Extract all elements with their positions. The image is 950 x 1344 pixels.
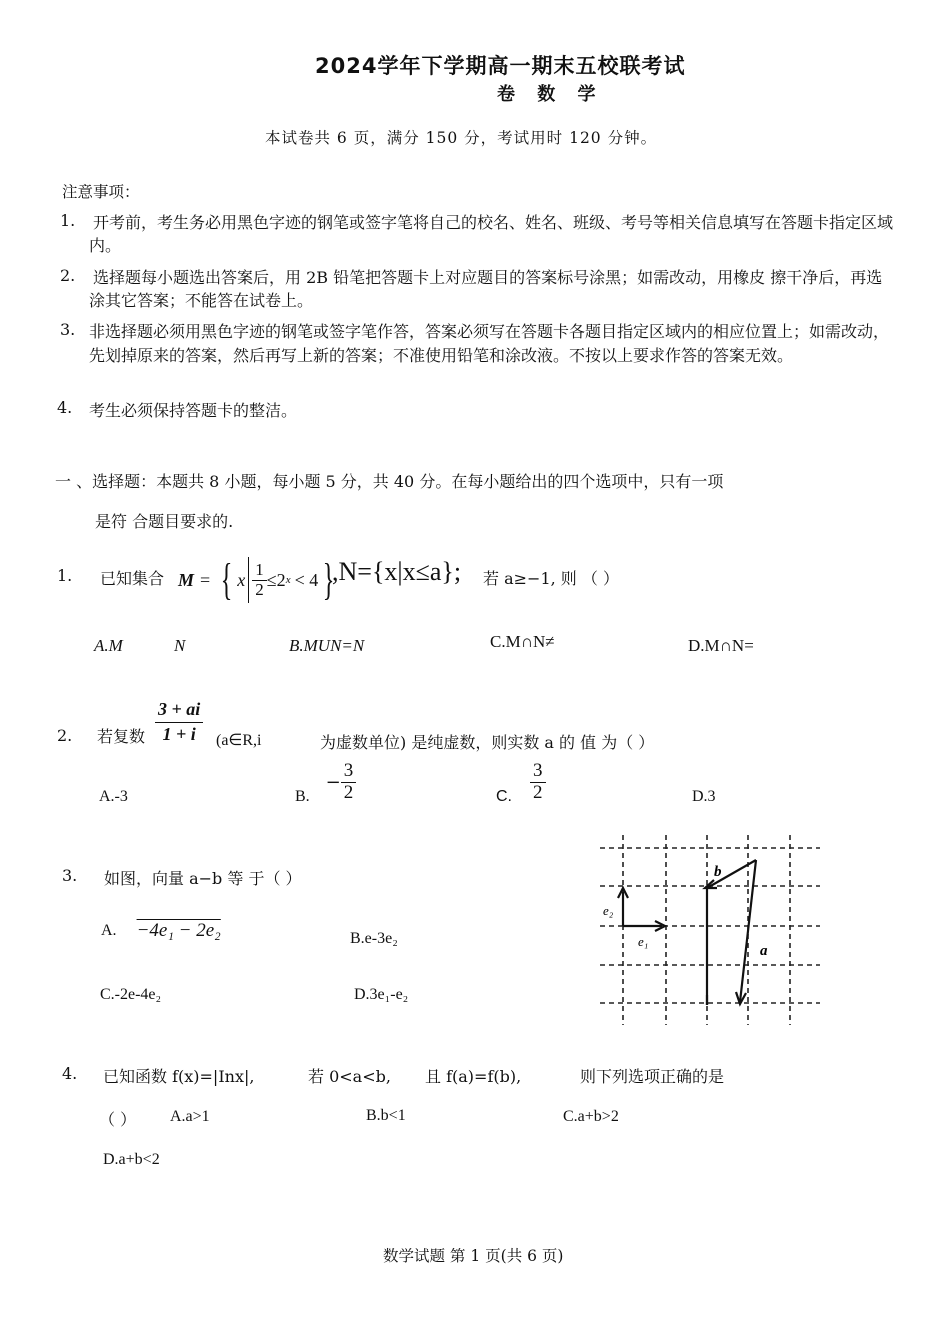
complex-fraction — [155, 698, 203, 747]
question-stem: 如图，向量 a−b 等 于（ ） — [104, 869, 302, 888]
question-condition: (a∈R,i — [216, 732, 262, 749]
note-text: 选择题每小题选出答案后，用 2B 铅笔把答题卡上对应题目的答案标号涂黑；如需改动，用橡皮 擦干净后，再选涂其它答案；不能答在试卷上。 — [89, 268, 883, 310]
note-num: 3. — [60, 320, 76, 339]
label-b: b — [714, 864, 722, 880]
vector-grid-figure — [590, 830, 830, 1030]
exam-title: 2024学年下学期高一期末五校联考试 — [315, 54, 686, 78]
question-stem: 若复数 — [97, 727, 146, 746]
inequality-2: < 4 — [294, 569, 319, 590]
fraction-numerator: 3 — [530, 761, 546, 783]
right-brace: } — [322, 555, 335, 604]
option-d[interactable]: D.M∩N= — [688, 636, 754, 655]
option-b[interactable] — [295, 758, 356, 806]
option-d[interactable]: D.3e₁-e₂ — [354, 986, 409, 1003]
option-a-part: N — [174, 636, 186, 655]
question-condition-2: 且 f(a)=f(b), — [425, 1067, 522, 1086]
option-d[interactable]: D.a+b<2 — [103, 1151, 160, 1168]
option-a[interactable]: A.a>1 — [170, 1108, 210, 1125]
fraction-numerator: 3 — [341, 761, 357, 783]
grid-lines — [600, 835, 820, 1025]
option-d[interactable]: D.3 — [692, 788, 716, 805]
option-fraction — [341, 761, 357, 804]
question-stem: 已知集合 — [100, 569, 165, 588]
set-N-expression: ,N={x|x≤a}; — [332, 557, 462, 586]
option-b[interactable]: B.e-3e₂ — [350, 930, 398, 947]
note-num: 2. — [60, 266, 76, 285]
left-brace: { — [220, 555, 233, 604]
fraction-denominator: 2 — [533, 781, 543, 803]
question-stem: 已知函数 f(x)=|Inx|, — [103, 1067, 255, 1086]
question-condition: 若 0<a<b, — [308, 1067, 391, 1086]
option-a[interactable]: A.-3 — [99, 788, 128, 805]
vector-expression: −4e₁ − 2e₂ — [136, 920, 221, 941]
question-number: 3. — [62, 866, 78, 885]
exam-info: 本试卷共 6 页，满分 150 分，考试用时 120 分钟。 — [265, 129, 658, 147]
equals-sign: = — [200, 569, 211, 590]
fraction-denominator: 1 + i — [162, 723, 196, 744]
fraction-numerator: 1 — [252, 561, 267, 581]
minus-sign: − — [325, 771, 341, 793]
half-fraction — [252, 561, 267, 599]
note-text: 开考前，考生务必用黑色字迹的钢笔或签字笔将自己的校名、姓名、班级、考号等相关信息填写在答题卡指定区域内。 — [89, 213, 894, 255]
option-label: C. — [496, 788, 512, 805]
note-num: 1. — [60, 211, 76, 230]
note-num: 4. — [57, 398, 73, 417]
option-b[interactable]: B.MUN=N — [289, 636, 365, 655]
section-heading-cont: 是符 合题目要求的. — [95, 512, 234, 531]
option-b[interactable]: B.b<1 — [366, 1107, 406, 1124]
question-number: 4. — [62, 1064, 78, 1083]
fraction-numerator: 3 + ai — [155, 698, 203, 723]
vectors — [618, 860, 756, 1005]
set-M-symbol: M — [178, 569, 195, 590]
option-c[interactable] — [496, 758, 546, 806]
notes-heading: 注意事项： — [62, 183, 140, 201]
option-fraction — [530, 761, 546, 804]
option-c[interactable]: C.M∩N≠ — [490, 632, 555, 651]
answer-paren: （ ） — [99, 1110, 137, 1129]
option-a[interactable] — [101, 920, 221, 942]
exponent: x — [285, 574, 291, 586]
fraction-denominator: 2 — [255, 579, 264, 599]
label-a: a — [760, 943, 768, 959]
label-e2: e₂ — [603, 903, 614, 918]
inequality: ≤2 — [266, 569, 286, 590]
label-e1: e₁ — [638, 934, 649, 949]
set-variable: x — [237, 569, 246, 590]
fraction-denominator: 2 — [343, 781, 354, 803]
option-a[interactable]: A.M — [94, 636, 123, 655]
option-label: A. — [101, 922, 117, 939]
option-label: B. — [295, 788, 310, 805]
question-number: 2. — [57, 726, 73, 745]
exam-subtitle: 卷 数 学 — [497, 84, 604, 105]
page-footer: 数学试题 第 1 页(共 6 页) — [383, 1247, 564, 1265]
section-heading: 一 、选择题：本题共 8 小题，每小题 5 分，共 40 分。在每小题给出的四个选项中，只有一项 — [55, 472, 724, 491]
set-bar — [248, 557, 249, 603]
option-c[interactable]: C.-2e-4e₂ — [100, 986, 162, 1003]
note-text: 考生必须保持答题卡的整洁。 — [89, 401, 298, 420]
question-prompt: 则下列选项正确的是 — [580, 1067, 725, 1086]
question-condition: 若 a≥−1, 则 （ ） — [483, 569, 619, 588]
question-rest: 为虚数单位) 是纯虚数，则实数 a 的 值 为（ ） — [320, 733, 655, 752]
question-number: 1. — [57, 566, 73, 585]
option-c[interactable]: C.a+b>2 — [563, 1108, 619, 1125]
note-text: 非选择题必须用黑色字迹的钢笔或签字笔作答，答案必须写在答题卡各题目指定区域内的相应位置上；如需改动，先划掉原来的答案，然后再写上新的答案；不准使用铅笔和涂改液。不按以上要求作答的答案无效。 — [89, 322, 890, 365]
set-M-expression — [178, 557, 339, 603]
